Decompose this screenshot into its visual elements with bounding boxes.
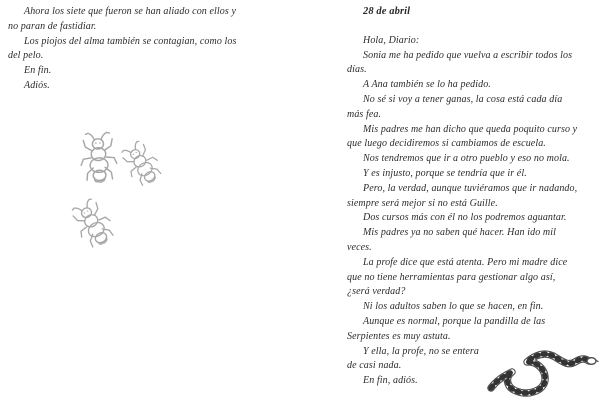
- paragraph: Ni los adultos saben lo que se hacen, en fin.: [363, 301, 544, 313]
- paragraph: Y es injusto, porque se tendría que ir él.: [363, 167, 527, 179]
- paragraph: A Ana también se lo ha pedido.: [363, 79, 491, 91]
- paragraph: Mis padres ya no saben qué hacer. Han ido mil veces.: [347, 227, 556, 253]
- snake-illustration: [487, 334, 599, 398]
- paragraph: Dos cursos más con él no los podremos aguantar.: [363, 212, 567, 224]
- paragraph: Nos tendremos que ir a otro pueblo y eso no mola.: [363, 153, 570, 165]
- paragraph: Y ella, la profe, no se entera de casi nada.: [347, 345, 479, 372]
- paragraph: En fin, adiós.: [363, 375, 418, 387]
- paragraph: Sonia me ha pedido que vuelva a escribir todos los días.: [347, 49, 573, 76]
- paragraph: Los piojos del alma también se contagian, como los del pelo.: [8, 35, 237, 62]
- left-page-text: [8, 5, 246, 94]
- paragraph: Mis padres me han dicho que queda poquito curso y que luego decidiremos si cambiamos de escuela.: [347, 123, 578, 150]
- lice-illustration: [58, 126, 183, 261]
- paragraph: Aunque es normal, porque la pandilla de las Serpientes es muy astuta.: [347, 315, 546, 342]
- paragraph: En fin.: [24, 65, 52, 77]
- louse-upright: [80, 132, 118, 183]
- louse-tilted-lower: [67, 196, 118, 252]
- right-page-text-wrap: [347, 5, 585, 389]
- louse-tilted-right: [117, 138, 165, 190]
- paragraph: Adiós.: [24, 79, 50, 91]
- paragraph: Hola, Diario:: [363, 34, 420, 46]
- paragraph: La profe dice que está atenta. Pero mi madre dice que no tiene herramientas para gestionar algo así, ¿será verdad?: [347, 256, 568, 298]
- paragraph: No sé si voy a tener ganas, la cosa está cada día más fea.: [347, 93, 563, 120]
- paragraph: Ahora los siete que fueron se han aliado con ellos y no paran de fastidiar.: [8, 6, 237, 32]
- paragraph: Pero, la verdad, aunque tuviéramos que ir nadando, siempre será mejor si no está Guille.: [347, 182, 578, 209]
- date-header: 28 de abril: [363, 6, 411, 17]
